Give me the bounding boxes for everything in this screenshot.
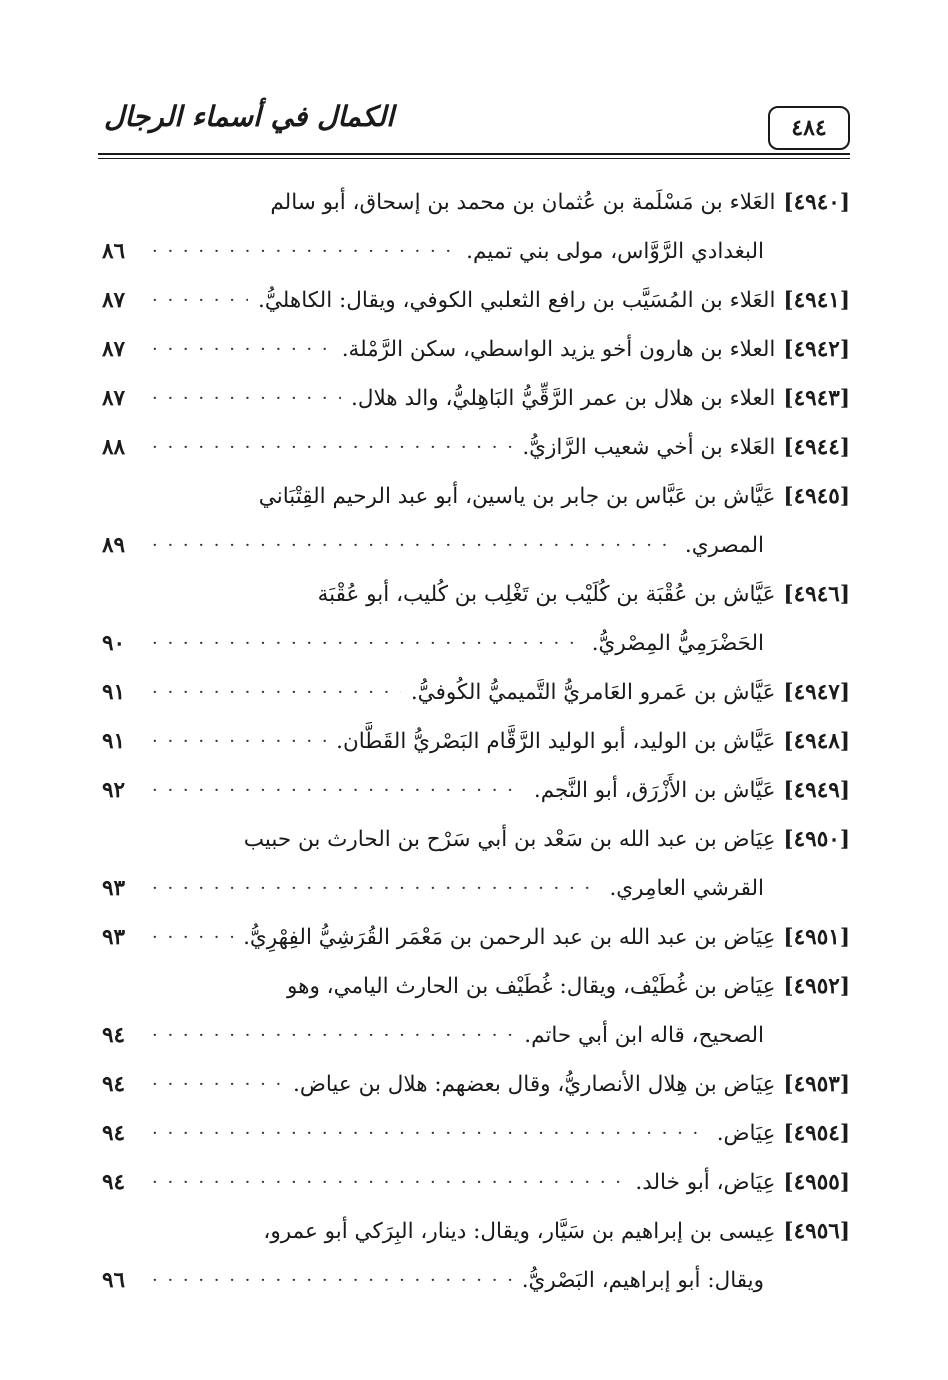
- entry-title: الصحيح، قاله ابن أبي حاتم.: [524, 1023, 764, 1048]
- entry-title: عِيَاض بن عبد الله بن عبد الرحمن بن مَعْمَر القُرَشِيُّ الفِهْرِيُّ.: [243, 925, 776, 950]
- entry-number: [٤٩٤٢]: [783, 337, 850, 362]
- toc-entry-line: [102, 815, 850, 864]
- entry-number: [٤٩٥٢]: [783, 974, 850, 999]
- toc-entry-line: [102, 1060, 850, 1109]
- toc-entry-line: [102, 1011, 850, 1060]
- entry-title: العلاء بن هلال بن عمر الرَّقِّيُّ البَاهِليُّ، والد هلال.: [351, 386, 776, 411]
- entry-number: [٤٩٥٥]: [783, 1170, 850, 1195]
- entry-number: [٤٩٥١]: [783, 925, 850, 950]
- toc-entry-line: [102, 178, 850, 227]
- toc-entry: [102, 1207, 850, 1305]
- entry-title: العَلاء بن أخي شعيب الرَّازيُّ.: [522, 435, 776, 460]
- entry-title: المصري.: [684, 533, 764, 558]
- toc-entry-line: [102, 276, 850, 325]
- entry-page-number: ٨٧: [102, 288, 126, 313]
- toc-entry: [102, 766, 850, 815]
- toc-entry-line: [102, 521, 850, 570]
- entry-number: [٤٩٤٣]: [783, 386, 850, 411]
- toc-entry: [102, 178, 850, 276]
- entry-title: ويقال: أبو إبراهيم، البَصْريُّ.: [521, 1268, 764, 1293]
- leader-dots: [152, 227, 456, 276]
- toc-entry: [102, 570, 850, 668]
- toc-entry-line: [102, 913, 850, 962]
- toc-entry-line: [102, 668, 850, 717]
- leader-dots: [152, 1158, 625, 1207]
- leader-dots: [152, 1256, 512, 1305]
- leader-dots: [152, 619, 582, 668]
- entry-page-number: ٩١: [102, 729, 126, 754]
- entry-number: [٤٩٥٠]: [783, 827, 850, 852]
- table-of-contents: [102, 178, 850, 1305]
- leader-dots: [152, 913, 233, 962]
- entry-number: [٤٩٥٦]: [783, 1219, 850, 1244]
- entry-number: [٤٩٤٠]: [783, 190, 850, 215]
- leader-dots: [152, 276, 248, 325]
- toc-entry: [102, 1109, 850, 1158]
- entry-title: عَيَّاش بن عَمرو العَامريُّ التَّميميُّ الكُوفيُّ.: [410, 680, 776, 705]
- entry-number: [٤٩٥٣]: [783, 1072, 850, 1097]
- toc-entry-line: [102, 570, 850, 619]
- entry-number: [٤٩٤٧]: [783, 680, 850, 705]
- page-header: [98, 100, 850, 156]
- entry-page-number: ٨٧: [102, 337, 126, 362]
- toc-entry: [102, 1060, 850, 1109]
- toc-entry-line: [102, 619, 850, 668]
- toc-entry-line: [102, 472, 850, 521]
- toc-entry-line: [102, 325, 850, 374]
- entry-page-number: ٩٤: [102, 1170, 126, 1195]
- entry-number: [٤٩٤٤]: [783, 435, 850, 460]
- leader-dots: [152, 521, 675, 570]
- entry-page-number: ٨٧: [102, 386, 126, 411]
- toc-entry-line: [102, 1158, 850, 1207]
- entry-title: العلاء بن هارون أخو يزيد الواسطي، سكن الرَّمْلة.: [341, 337, 776, 362]
- entry-number: [٤٩٤٩]: [783, 778, 850, 803]
- entry-number: [٤٩٤٥]: [783, 484, 850, 509]
- entry-title: عَيَّاش بن الوليد، أبو الوليد الرَّقَّام البَصْريُّ القَطَّان.: [336, 729, 776, 754]
- leader-dots: [152, 1109, 707, 1158]
- header-rule: [98, 153, 850, 155]
- entry-title: عِيَاض، أبو خالد.: [635, 1170, 776, 1195]
- entry-page-number: ٨٩: [102, 533, 126, 558]
- toc-entry-line: [102, 423, 850, 472]
- toc-entry-line: [102, 962, 850, 1011]
- toc-entry-line: [102, 1207, 850, 1256]
- toc-entry-line: [102, 227, 850, 276]
- toc-entry-line: [102, 717, 850, 766]
- entry-page-number: ٩٣: [102, 925, 126, 950]
- entry-page-number: ٩٢: [102, 778, 126, 803]
- entry-page-number: ٩٤: [102, 1023, 126, 1048]
- entry-title: العَلاء بن مَسْلَمة بن عُثمان بن محمد بن إسحاق، أبو سالم: [270, 190, 776, 215]
- entry-number: [٤٩٤١]: [783, 288, 850, 313]
- page-number: ٤٨٤: [791, 115, 827, 141]
- entry-title: الحَضْرَمِيُّ المِصْريُّ.: [591, 631, 764, 656]
- leader-dots: [152, 864, 599, 913]
- toc-entry: [102, 374, 850, 423]
- toc-entry: [102, 423, 850, 472]
- toc-entry: [102, 913, 850, 962]
- entry-title: عَيَّاش بن عُقْبَة بن كُلَيْب بن تَغْلِب بن كُليب، أبو عُقْبَة: [317, 582, 776, 607]
- toc-entry-line: [102, 766, 850, 815]
- entry-page-number: ٩٤: [102, 1072, 126, 1097]
- entry-page-number: ٩٠: [102, 631, 126, 656]
- entry-page-number: ٨٨: [102, 435, 126, 460]
- leader-dots: [152, 1011, 514, 1060]
- entry-title: عِيَاض.: [716, 1121, 776, 1146]
- toc-entry: [102, 1158, 850, 1207]
- entry-title: القرشي العامِري.: [609, 876, 764, 901]
- entry-number: [٤٩٤٨]: [783, 729, 850, 754]
- entry-page-number: ٨٦: [102, 239, 126, 264]
- entry-title: العَلاء بن المُسَيَّب بن رافع الثعلبي الكوفي، ويقال: الكاهليُّ.: [258, 288, 776, 313]
- entry-page-number: ٩٣: [102, 876, 126, 901]
- toc-entry-line: [102, 864, 850, 913]
- leader-dots: [152, 374, 341, 423]
- toc-entry: [102, 962, 850, 1060]
- entry-title: عِيَاض بن غُطَيْف، ويقال: غُطَيْف بن الحارث اليامي، وهو: [287, 974, 776, 999]
- entry-title: عَيَّاش بن الأَزْرَق، أبو النَّجم.: [533, 778, 776, 803]
- leader-dots: [152, 668, 401, 717]
- entry-title: عِيَاض بن هِلال الأنصاريُّ، وقال بعضهم: هلال بن عياض.: [293, 1072, 776, 1097]
- header-rule-thin: [98, 158, 850, 159]
- leader-dots: [152, 1060, 283, 1109]
- leader-dots: [152, 766, 524, 815]
- entry-number: [٤٩٤٦]: [783, 582, 850, 607]
- leader-dots: [152, 423, 512, 472]
- toc-entry: [102, 717, 850, 766]
- toc-entry: [102, 472, 850, 570]
- page-number-box: [768, 106, 850, 150]
- entry-title: عِيسى بن إبراهيم بن سَيَّار، ويقال: دينار، البِرَكي أبو عمرو،: [263, 1219, 776, 1244]
- toc-entry: [102, 668, 850, 717]
- toc-entry: [102, 325, 850, 374]
- leader-dots: [152, 325, 332, 374]
- entry-page-number: ٩٦: [102, 1268, 126, 1293]
- leader-dots: [152, 717, 326, 766]
- entry-page-number: ٩٤: [102, 1121, 126, 1146]
- entry-title: البغدادي الرَّوَّاس، مولى بني تميم.: [466, 239, 764, 264]
- toc-entry-line: [102, 374, 850, 423]
- entry-title: عَيَّاش بن عَبَّاس بن جابر بن ياسين، أبو عبد الرحيم القِتْبَاني: [258, 484, 776, 509]
- toc-entry: [102, 815, 850, 913]
- entry-number: [٤٩٥٤]: [783, 1121, 850, 1146]
- entry-title: عِيَاض بن عبد الله بن سَعْد بن أبي سَرْح بن الحارث بن حبيب: [243, 827, 776, 852]
- toc-entry-line: [102, 1109, 850, 1158]
- book-title: الكمال في أسماء الرجال: [104, 100, 394, 133]
- entry-page-number: ٩١: [102, 680, 126, 705]
- toc-entry-line: [102, 1256, 850, 1305]
- toc-entry: [102, 276, 850, 325]
